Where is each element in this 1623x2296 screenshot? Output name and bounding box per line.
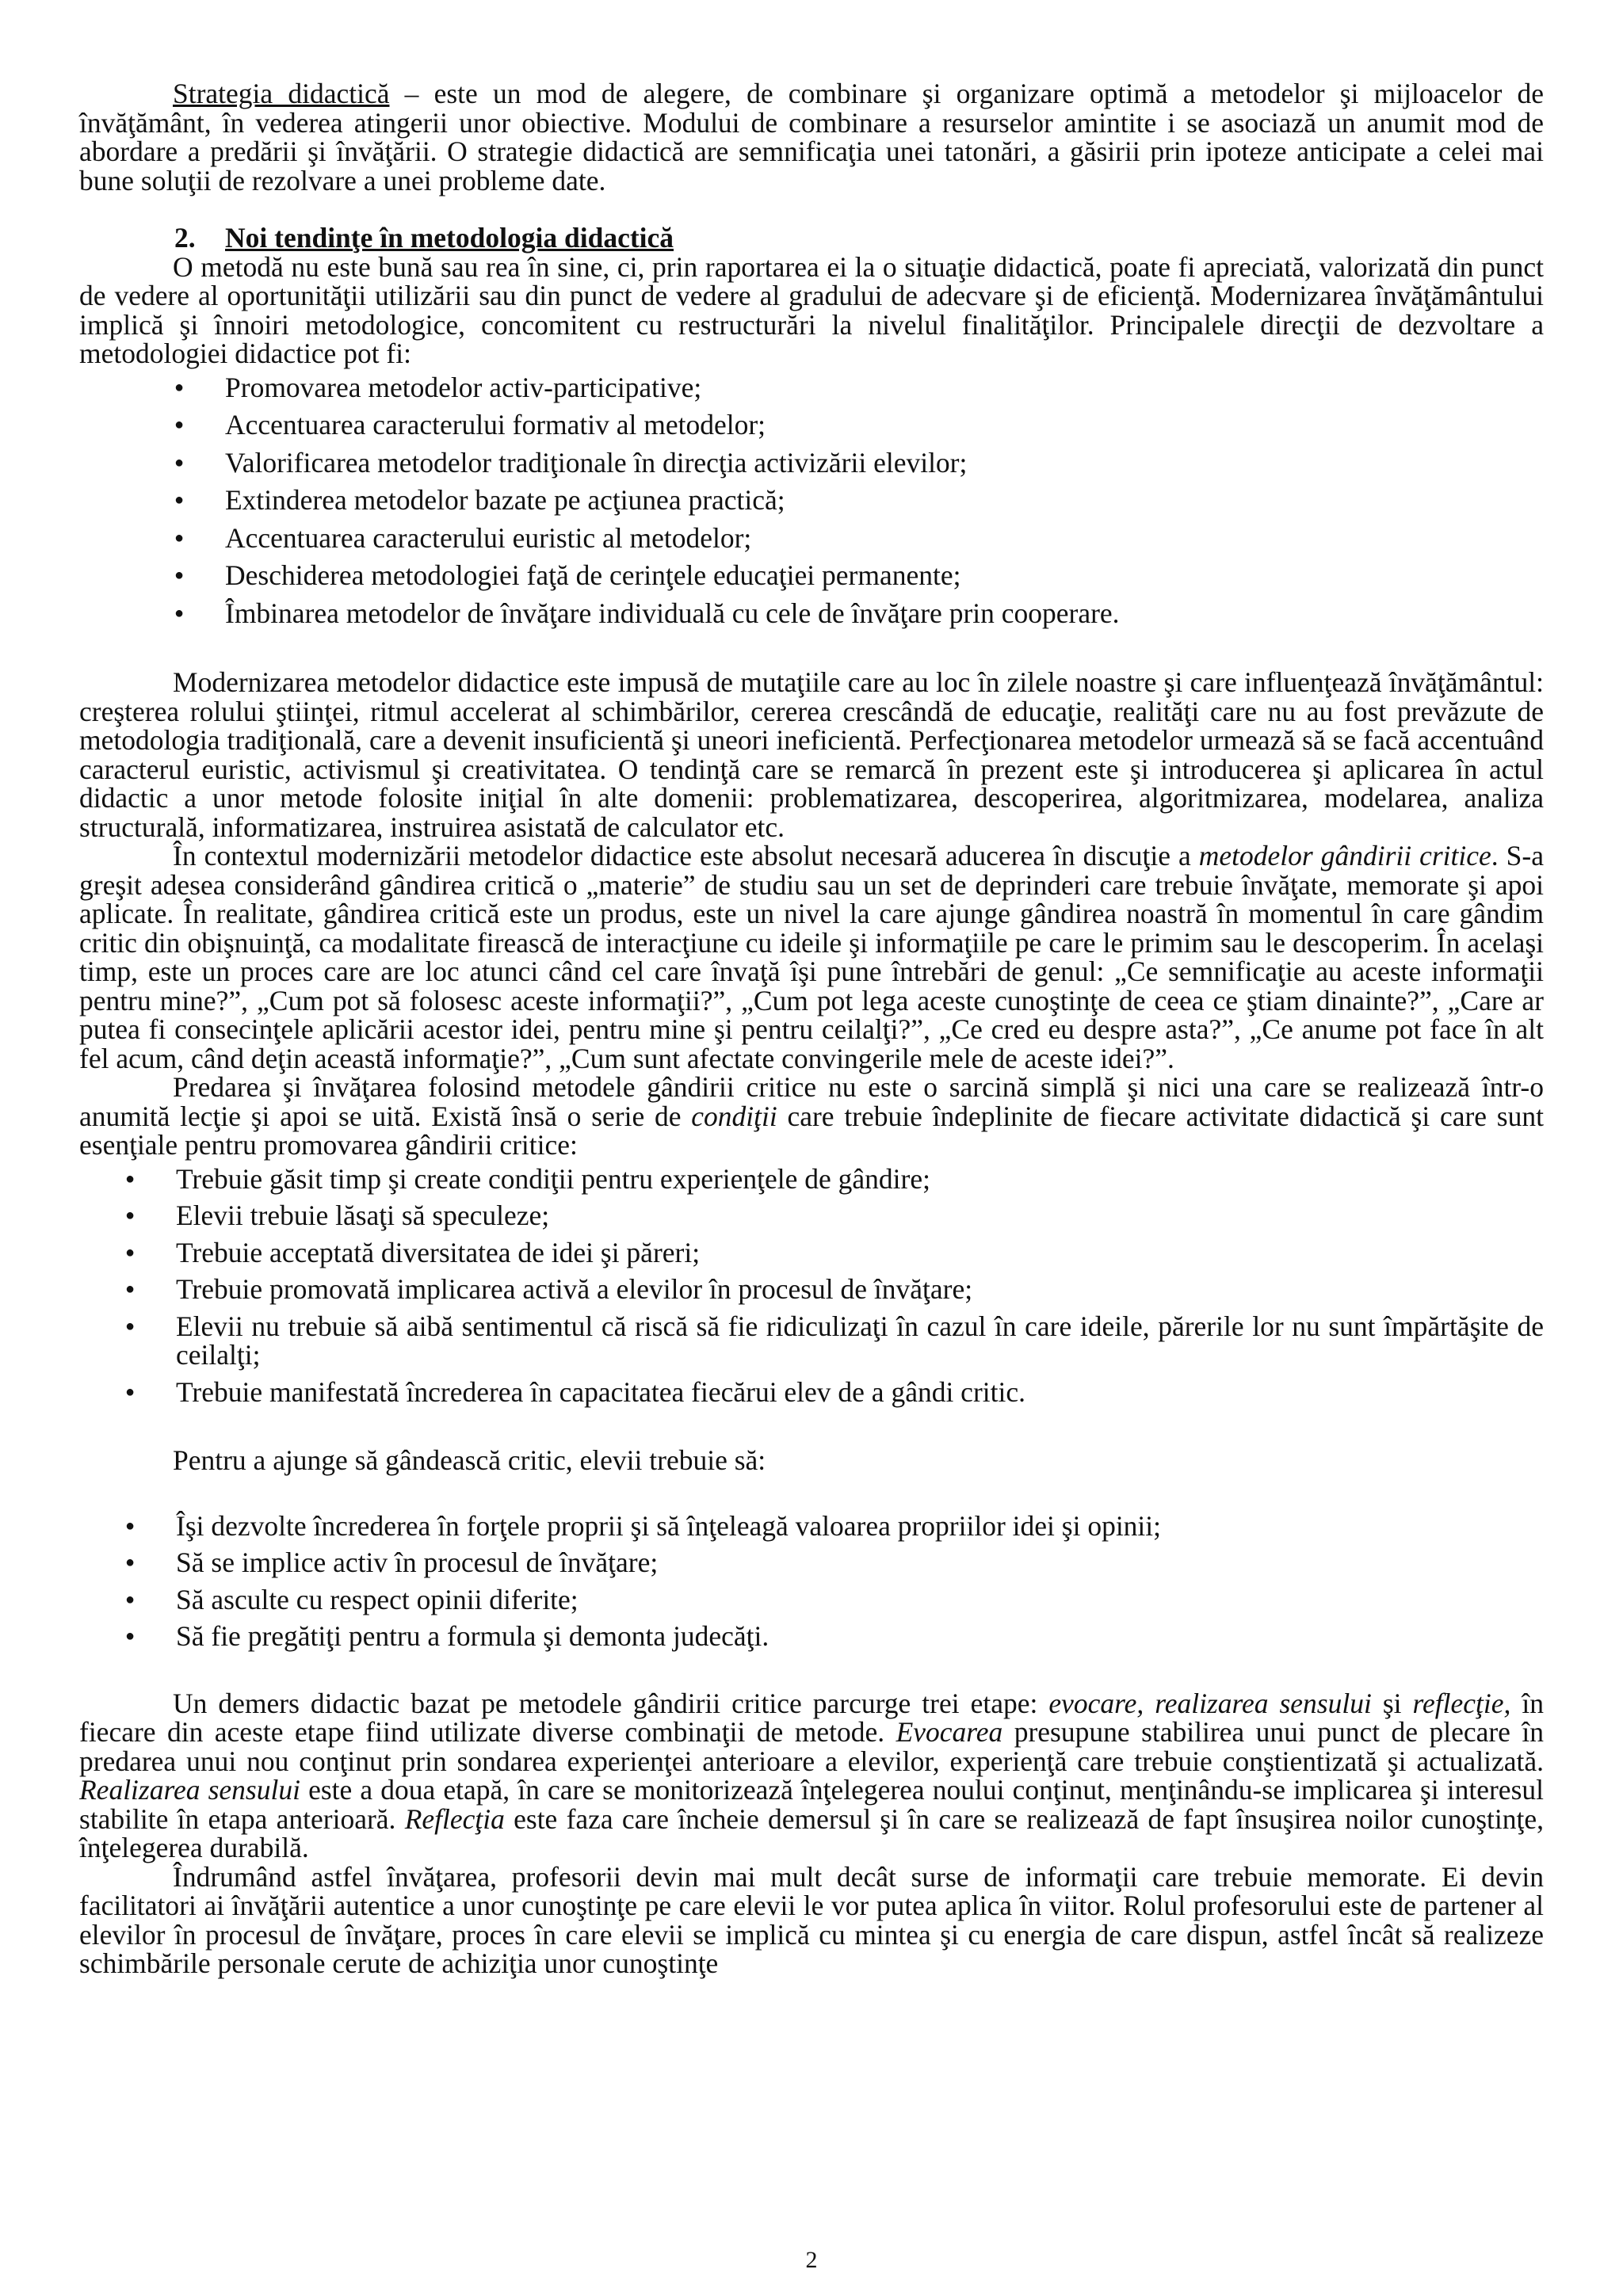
teaching-conditions-paragraph (79, 1073, 1544, 1160)
stages-term-evocation: Evocarea (896, 1716, 1003, 1748)
list-item: ● Să asculte cu respect opinii diferite; (176, 1585, 1544, 1615)
list-item: ● Elevii nu trebuie să aibă sentimentul că riscă să fie ridiculizaţi în cazul în care ideile, părerile lor nu sunt împărtăşite de ceilalţi; (176, 1312, 1544, 1370)
list-item: ● Valorificarea metodelor tradiţionale în direcţia activizării elevilor; (225, 448, 1544, 478)
stages-text: este a doua etapă, în care se monitorizează înţelegerea noului conţinut, menţinându-se implicarea şi interesul stabilite în etapa anterioară. (79, 1774, 1544, 1835)
list-item: ● Să fie pregătiţi pentru a formula şi demonta judecăţi. (176, 1622, 1544, 1651)
section-number: 2. (174, 222, 196, 254)
strategy-definition-text: – este un mod de alegere, de combinare şi organizare optimă a metodelor şi mijloacelor de învăţământ, în vederea atingerii unor obiective. Modului de combinare a resurselor amintite i se asociază un anumit mod de abordare a predării şi învăţării. O strategie didactică are semnificaţia unei tatonări, a găsirii prin ipoteze anticipate a celei mai bune soluţii de rezolvare a unei probleme date. (79, 78, 1544, 196)
stages-term-meaning: Realizarea sensului (79, 1774, 300, 1806)
list-item: ● Îmbinarea metodelor de învăţare individuală cu cele de învăţare prin cooperare. (225, 599, 1544, 628)
strategy-term: Strategia didactică (173, 78, 390, 109)
conditions-list (79, 1162, 1544, 1408)
list-item: ● Deschiderea metodologiei faţă de cerinţele educaţiei permanente; (225, 561, 1544, 590)
stages-text: este faza care încheie demersul şi în care se realizează de fapt însuşirea noilor cunoştinţe, înţelegerea durabilă. (79, 1802, 1544, 1863)
strategy-definition-paragraph (79, 79, 1544, 195)
methodology-paragraph: O metodă nu este bună sau rea în sine, ci, prin raportarea ei la o situaţie didactică, poate fi apreciată, valorizată din punct de vedere al oportunităţii utilizării sau din punct de vedere al gradului de adecvare şi de eficienţă. Modernizarea învăţământului implică şi înnoiri metodologice, concomitent cu restructurări la nivelul finalităţilor. Principalele direcţii de dezvoltare a metodologiei didactice pot fi: (79, 250, 1544, 369)
list-item: ● Îşi dezvolte încrederea în forţele proprii şi să înţeleagă valoarea propriilor idei şi opinii; (176, 1512, 1544, 1541)
conditions-text-start: Predarea şi învăţarea folosind metodele gândirii critice nu este o sarcină simplă şi nici una care se realizează într-o anumită lecţie şi apoi se uită. Există însă o serie de (79, 1071, 1544, 1132)
critical-thinking-text-start: În contextul modernizării metodelor didactice este absolut necesară aducerea în discuţie a (173, 840, 1199, 871)
stages-term-evocation-meaning: evocare, realizarea sensului (1048, 1687, 1372, 1719)
stages-text: în fiecare din aceste etape fiind utilizate diverse combinaţii de metode. (79, 1687, 1544, 1748)
critical-thinking-paragraph (79, 841, 1544, 1073)
section-2-heading (79, 223, 1544, 253)
conditions-term: condiţii (691, 1100, 777, 1132)
list-item: ● Trebuie găsit timp şi create condiţii pentru experienţele de gândire; (176, 1165, 1544, 1194)
stages-term-reflection-phase: Reflecţia (404, 1802, 505, 1835)
closing-paragraph: Îndrumând astfel învăţarea, profesorii devin mai mult decât surse de informaţii care trebuie memorate. Ei devin facilitatori ai învăţării autentice a unor cunoştinţe pe care elevii le vor putea aplica în viitor. Rolul profesorului este de partener al elevilor în procesul de învăţare, proces în care elevii se implică cu mintea şi cu energia de care dispun, astfel încât să realizeze schimbările personale cerute de achiziţia unor cunoştinţe (79, 1860, 1544, 1979)
list-item: ● Elevii trebuie lăsaţi să speculeze; (176, 1201, 1544, 1230)
modernization-paragraph: Modernizarea metodelor didactice este impusă de mutaţiile care au loc în zilele noastre şi care influenţează învăţământul: creşterea rolului ştiinţei, ritmul accelerat al schimbărilor, cererea crescândă de educaţie, realităţi care nu au fost prevăzute de metodologia tradiţională, care a devenit insuficientă şi uneori ineficientă. Perfecţionarea metodelor urmează să se facă accentuând caracterul euristic, activismul şi creativitatea. O tendinţă care se remarcă în prezent este şi introducerea şi aplicarea în actul didactic a unor metode folosite iniţial în alte domenii: problematizarea, descoperirea, algoritmizarea, modelarea, analiza structurală, informatizarea, instruirea asistată de calculator etc. (79, 666, 1544, 843)
students-requirements-list (79, 1509, 1544, 1652)
list-item: ● Trebuie promovată implicarea activă a elevilor în procesul de învăţare; (176, 1275, 1544, 1304)
list-item: ● Promovarea metodelor activ-participative; (225, 373, 1544, 402)
section-title: Noi tendinţe în metodologia didactică (225, 222, 674, 254)
list-item: ● Accentuarea caracterului formativ al metodelor; (225, 410, 1544, 440)
page-number: 2 (805, 2247, 818, 2273)
list-item: ● Accentuarea caracterului euristic al metodelor; (225, 524, 1544, 553)
list-item: ● Trebuie manifestată încrederea în capacitatea fiecărui elev de a gândi critic. (176, 1378, 1544, 1407)
stages-text: şi (1371, 1687, 1413, 1719)
conditions-text-end: care trebuie îndeplinite de fiecare activitate didactică şi care sunt esenţiale pentru promovarea gândirii critice: (79, 1100, 1544, 1161)
stages-term-reflection: reflecţie, (1412, 1687, 1511, 1719)
development-directions-list (79, 373, 1544, 628)
list-item: ● Trebuie acceptată diversitatea de idei şi păreri; (176, 1238, 1544, 1268)
document-page (79, 79, 1544, 1978)
list-item: ● Să se implice activ în procesul de învăţare; (176, 1548, 1544, 1577)
stages-text: Un demers didactic bazat pe metodele gândirii critice parcurge trei etape: (173, 1687, 1049, 1719)
students-intro-paragraph: Pentru a ajunge să gândească critic, elevii trebuie să: (173, 1444, 766, 1476)
list-item: ● Extinderea metodelor bazate pe acţiunea practică; (225, 486, 1544, 515)
stages-text: presupune stabilirea unui punct de plecare în predarea unui nou conţinut prin sondarea experienţei anterioare a elevilor, experienţă care trebuie conştientizată şi actualizată. (79, 1716, 1544, 1777)
stages-paragraph (79, 1689, 1544, 1863)
critical-thinking-methods-term: metodelor gândirii critice (1198, 840, 1491, 871)
critical-thinking-text-end: . S-a greşit adesea considerând gândirea critică o „materie” de studiu sau un set de deprinderi care trebuie învăţate, memorate şi apoi aplicate. În realitate, gândirea critică este un produs, este un nivel la care ajunge gândirea noastră în momentul în care gândim critic din obişnuinţă, ca modalitate firească de interacţiune cu ideile şi informaţiile pe care le primim sau le descoperim. În acelaşi timp, este un proces care are loc atunci când cel care învaţă îşi pune întrebări de genul: „Ce semnificaţie au aceste informaţii pentru mine?”, „Cum pot să folosesc aceste informaţii?”, „Cum pot lega aceste cunoştinţe de ceea ce ştiam dinainte?”, „Care ar putea fi consecinţele aplicării acestor idei, pentru mine şi pentru ceilalţi?”, „Ce cred eu despre asta?”, „Ce anume pot face în alt fel acum, când deţin această informaţie?”, „Cum sunt afectate convingerile mele de aceste idei?”. (79, 840, 1544, 1074)
